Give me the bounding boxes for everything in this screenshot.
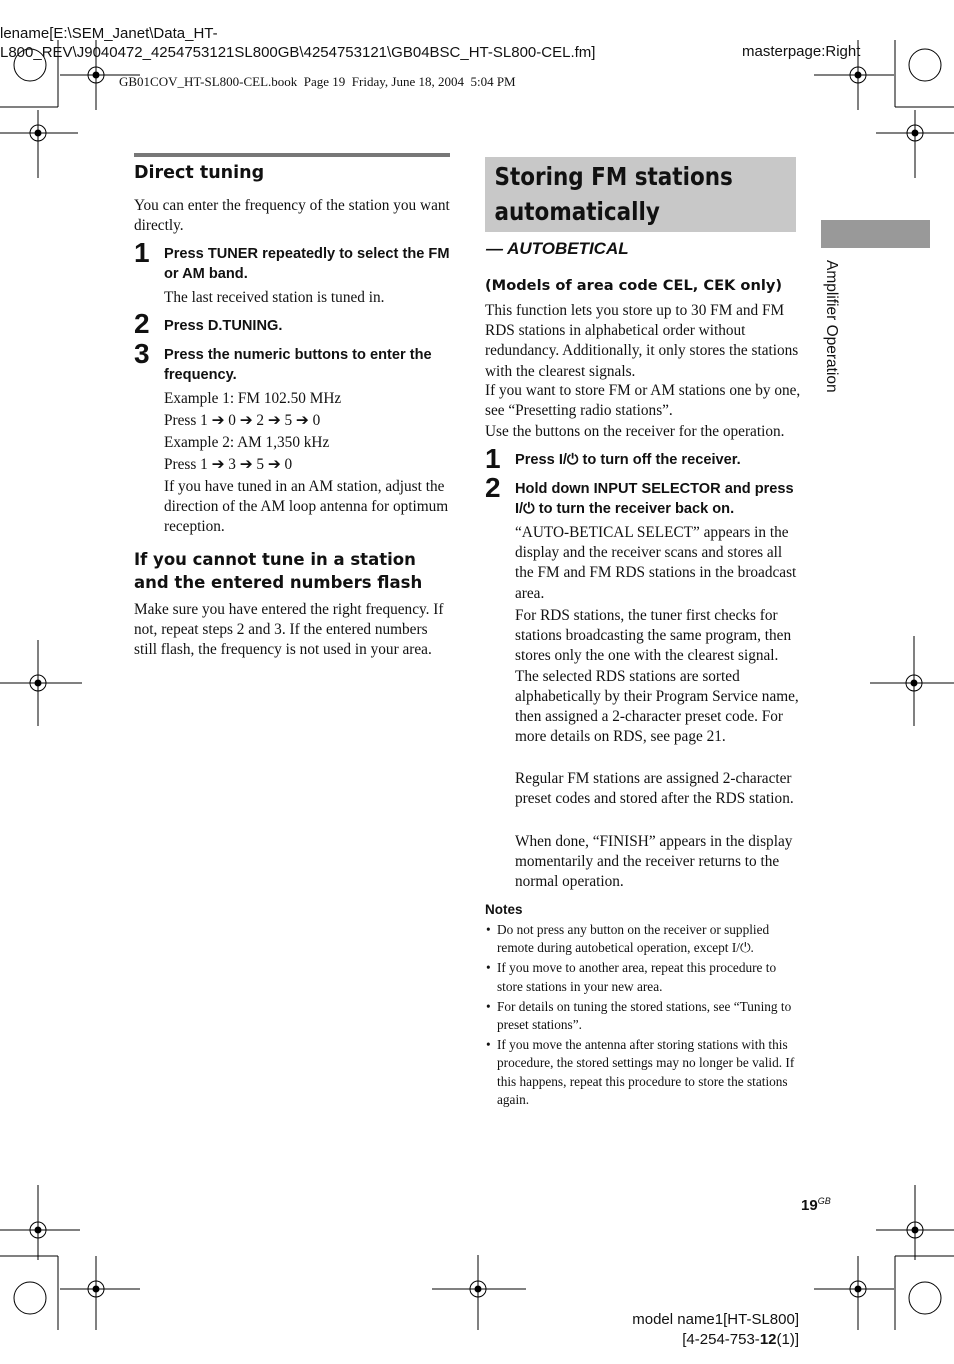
step-text: Press the numeric buttons to enter the frequency.	[164, 347, 432, 383]
step-detail: The last received station is tuned in.	[164, 289, 385, 306]
troubleshoot-heading: If you cannot tune in a station and the entered numbers flash	[134, 550, 423, 592]
notes-list	[486, 921, 798, 1109]
step-2-para-4: When done, “FINISH” appears in the display momentarily and the receiver returns to the normal operation.	[515, 833, 793, 891]
step-2-para-2: For RDS stations, the tuner first checks for stations broadcasting the same program, then stores only the one with the clearest signal. The selected RDS stations are sorted alphabetically by their Program Service name, then assigned a 2-character preset code. For more details on RDS, see page 21.	[515, 607, 799, 746]
step-2-para-3: Regular FM stations are assigned 2-character preset codes and stored after the RDS station.	[515, 770, 794, 808]
step-number: 1	[134, 237, 150, 268]
press-sequence-2: Press 1 ➔ 3 ➔ 5 ➔ 0	[164, 456, 293, 473]
page-title-line-1: Storing FM stations	[494, 162, 733, 191]
page-title-line-2: automatically	[494, 197, 660, 226]
example-2: Example 2: AM 1,350 kHz	[164, 434, 330, 451]
step-number: 2	[485, 472, 501, 503]
filename-line-1: lename[E:\SEM_Janet\Data_HT-	[0, 25, 218, 42]
filename-line-2: L800_REV\J9040472_4254753121SL800GB\4254753121\GB04BSC_HT-SL800-CEL.fm]	[0, 44, 596, 61]
side-section-label: Amplifier Operation	[823, 260, 840, 393]
press-sequence-1: Press 1 ➔ 0 ➔ 2 ➔ 5 ➔ 0	[164, 412, 321, 429]
step-text: Press I/⏻ to turn off the receiver.	[515, 452, 741, 468]
heading-rule	[134, 153, 450, 157]
am-antenna-note: If you have tuned in an AM station, adjust the direction of the AM loop antenna for optimum reception.	[164, 478, 449, 536]
step-text: Press D.TUNING.	[164, 318, 283, 334]
footer-model	[560, 1310, 799, 1350]
step-number: 2	[134, 308, 150, 339]
note-item: • Do not press any button on the receiver or supplied remote during autobetical operation, except I/⏻.	[486, 921, 798, 957]
footer-model-name: model name1[HT-SL800]	[632, 1311, 799, 1328]
models-note: (Models of area code CEL, CEK only)	[485, 277, 783, 294]
left-column	[134, 153, 450, 185]
notes-heading: Notes	[485, 902, 523, 917]
intro-paragraph: This function lets you store up to 30 FM and FM RDS stations in alphabetical order without redundancy. Additionally, it only stores the stations with the clearest signals.	[485, 302, 799, 380]
receiver-buttons-paragraph: Use the buttons on the receiver for the operation.	[485, 423, 785, 440]
subtitle: — AUTOBETICAL	[486, 239, 629, 258]
direct-tuning-intro: You can enter the frequency of the station you want directly.	[134, 197, 450, 235]
step-text: Press TUNER repeatedly to select the FM or AM band.	[164, 246, 450, 282]
step-2-para-1: “AUTO-BETICAL SELECT” appears in the display and the receiver scans and stores all the FM and FM RDS stations in the broadcast area.	[515, 524, 797, 602]
one-by-one-paragraph: If you want to store FM or AM stations one by one, see “Presetting radio stations”.	[485, 382, 801, 420]
example-1: Example 1: FM 102.50 MHz	[164, 390, 342, 407]
title-box	[485, 157, 796, 232]
section-tab	[821, 220, 930, 248]
page-number: $19^{GB}$	[801, 1196, 831, 1214]
note-item: • If you move the antenna after storing stations with this procedure, the stored settings may no longer be valid. If this happens, repeat this procedure to store the stations again.	[486, 1036, 798, 1109]
masterpage-label: masterpage:Right	[742, 43, 861, 60]
step-text: Hold down INPUT SELECTOR and press I/⏻ to turn the receiver back on.	[515, 481, 794, 517]
step-number: 1	[485, 443, 501, 474]
step-number: 3	[134, 338, 150, 369]
book-info: GB01COV_HT-SL800-CEL.book Page 19 Friday, June 18, 2004 5:04 PM	[119, 74, 516, 89]
direct-tuning-heading: Direct tuning	[134, 163, 265, 183]
footer-part-number: [4-254-753-12(1)]	[682, 1331, 799, 1348]
note-item: • For details on tuning the stored stations, see “Tuning to preset stations”.	[486, 998, 798, 1034]
troubleshoot-body: Make sure you have entered the right frequency. If not, repeat steps 2 and 3. If the entered numbers still flash, the frequency is not used in your area.	[134, 601, 444, 659]
note-item: • If you move to another area, repeat this procedure to store stations in your new area.	[486, 959, 798, 995]
step-3-details	[164, 388, 454, 476]
